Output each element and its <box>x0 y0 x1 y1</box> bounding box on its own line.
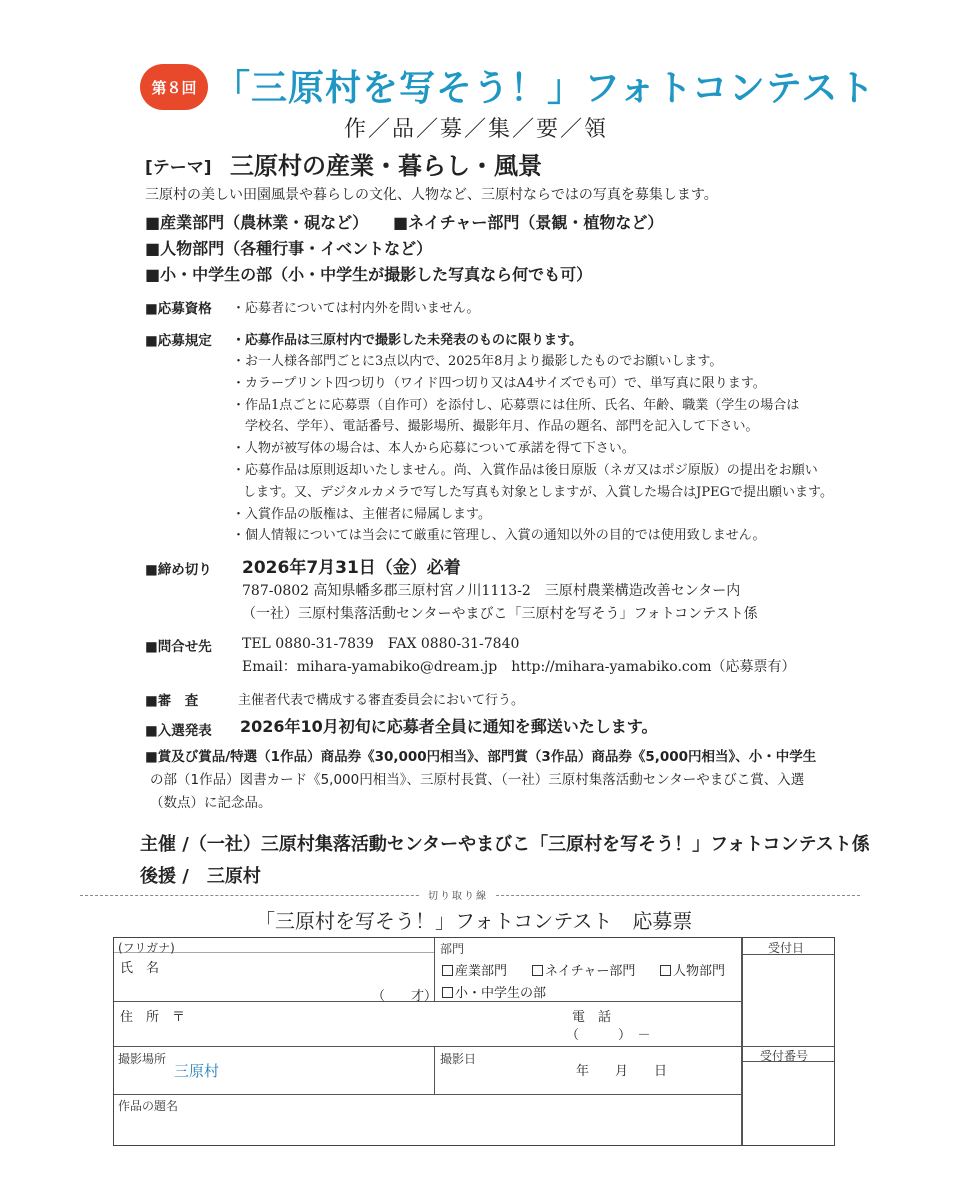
checkbox-icon <box>532 965 543 976</box>
entry-form-title: 「三原村を写そう！」フォトコンテスト 応募票 <box>255 909 693 933</box>
rule-line: ・カラープリント四つ切り（ワイド四つ切り又はA4サイズでも可）で、単写真に限ります。 <box>232 376 766 391</box>
dept-option-nature[interactable]: ネイチャー部門 <box>532 960 635 979</box>
cut-line-label: 切り取り線 <box>420 887 496 902</box>
furigana-label: (フリガナ) <box>118 941 175 955</box>
category-students: ■小・中学生の部（小・中学生が撮影した写真なら何でも可） <box>145 265 593 284</box>
rules-label: ■応募規定 <box>145 333 212 349</box>
deadline-date: 2026年7月31日（金）必着 <box>242 558 461 578</box>
dept-option-students[interactable]: 小・中学生の部 <box>442 982 546 1001</box>
shoot-date-label: 撮影日 <box>440 1052 477 1066</box>
edition-badge: 第８回 <box>140 64 208 110</box>
shoot-date-field[interactable]: 年 月 日 <box>576 1064 668 1079</box>
main-title: 「三原村を写そう！」フォトコンテスト <box>214 68 876 109</box>
theme-intro: 三原村の美しい田園風景や暮らしの文化、人物など、三原村ならではの写真を募集します。 <box>145 187 718 203</box>
age-field[interactable]: （ 才） <box>372 989 438 1004</box>
theme-text: 三原村の産業・暮らし・風景 <box>230 152 542 180</box>
deadline-label: ■締め切り <box>145 562 212 578</box>
phone-label: 電 話 <box>572 1010 612 1025</box>
checkbox-icon <box>660 965 671 976</box>
prizes-line: の部（1作品）図書カード《5,000円相当》、三原村長賞、（一社）三原村集落活動センターやまびこ賞、入選 <box>150 772 805 788</box>
subtitle: 作／品／募／集／要／領 <box>344 117 609 142</box>
rule-line: ・お一人様各部門ごとに3点以内で、2025年8月より撮影したものでお願いします。 <box>232 354 723 369</box>
rule-line: ・応募作品は原則返却いたしません。尚、入賞作品は後日原版（ネガ又はポジ原版）の提出をお願い <box>232 463 818 478</box>
supporter: 後援 / 三原村 <box>140 866 261 887</box>
eligibility-label: ■応募資格 <box>145 301 212 317</box>
rule-line: ・応募作品は三原村内で撮影した未発表のものに限ります。 <box>232 333 582 348</box>
checkbox-icon <box>442 987 453 998</box>
category-industry: ■産業部門（農林業・硯など） <box>145 213 369 232</box>
entry-form <box>113 937 835 1146</box>
category-nature: ■ネイチャー部門（景観・植物など） <box>393 213 664 232</box>
address-label: 住 所 〒 <box>120 1010 186 1025</box>
judging-label: ■審 査 <box>145 693 199 709</box>
theme-label: [テーマ] <box>145 158 212 178</box>
eligibility-text: ・応募者については村内外を問いません。 <box>232 301 480 316</box>
rule-line: ・人物が被写体の場合は、本人から応募について承諾を得て下さい。 <box>232 441 635 456</box>
announcement-label: ■入選発表 <box>145 723 212 739</box>
dept-option-industry[interactable]: 産業部門 <box>442 960 507 979</box>
prizes-line: （数点）に記念品。 <box>150 795 272 811</box>
prizes-line: ■賞及び賞品/特選（1作品）商品券《30,000円相当》、部門賞（3作品）商品券《5,000円相当》、小・中学生 <box>145 749 817 765</box>
work-title-label: 作品の題名 <box>118 1099 179 1113</box>
receipt-date-label: 受付日 <box>768 941 805 955</box>
contact-tel: TEL 0880-31-7839 FAX 0880-31-7840 <box>242 636 520 652</box>
location-label: 撮影場所 <box>118 1052 167 1066</box>
phone-field[interactable]: （ ） － <box>566 1028 651 1043</box>
judging-text: 主催者代表で構成する審査委員会において行う。 <box>238 693 525 708</box>
name-label: 氏 名 <box>120 961 160 976</box>
department-label: 部門 <box>440 942 465 956</box>
rule-line: ・入賞作品の版権は、主催者に帰属します。 <box>232 507 491 522</box>
category-people: ■人物部門（各種行事・イベントなど） <box>145 239 433 258</box>
host-organizer: 主催 /（一社）三原村集落活動センターやまびこ「三原村を写そう！」フォトコンテスト係 <box>140 834 870 855</box>
deadline-address-1: 787-0802 高知県幡多郡三原村宮ノ川1113-2 三原村農業構造改善センター内 <box>242 583 741 599</box>
contact-label: ■問合せ先 <box>145 639 212 655</box>
dept-option-people[interactable]: 人物部門 <box>660 960 725 979</box>
rule-line: 学校名、学年）、電話番号、撮影場所、撮影年月、作品の題名、部門を記入して下さい。 <box>245 419 759 434</box>
announcement-text: 2026年10月初旬に応募者全員に通知を郵送いたします。 <box>240 717 658 736</box>
rule-line: します。又、デジタルカメラで写した写真も対象としますが、入賞した場合はJPEGで提出願います。 <box>243 485 833 500</box>
receipt-number-label: 受付番号 <box>760 1049 809 1063</box>
rule-line: ・作品1点ごとに応募票（自作可）を添付し、応募票には住所、氏名、年齢、職業（学生の場合は <box>232 398 800 413</box>
location-value[interactable]: 三原村 <box>174 1062 220 1080</box>
contact-email[interactable]: Email：mihara-yamabiko@dream.jp http://mihara-yamabiko.com（応募票有） <box>242 659 796 675</box>
checkbox-icon <box>442 965 453 976</box>
rule-line: ・個人情報については当会にて厳重に管理し、入賞の通知以外の目的では使用致しません。 <box>232 528 766 543</box>
deadline-address-2: （一社）三原村集落活動センターやまびこ「三原村を写そう」フォトコンテスト係 <box>242 606 758 622</box>
